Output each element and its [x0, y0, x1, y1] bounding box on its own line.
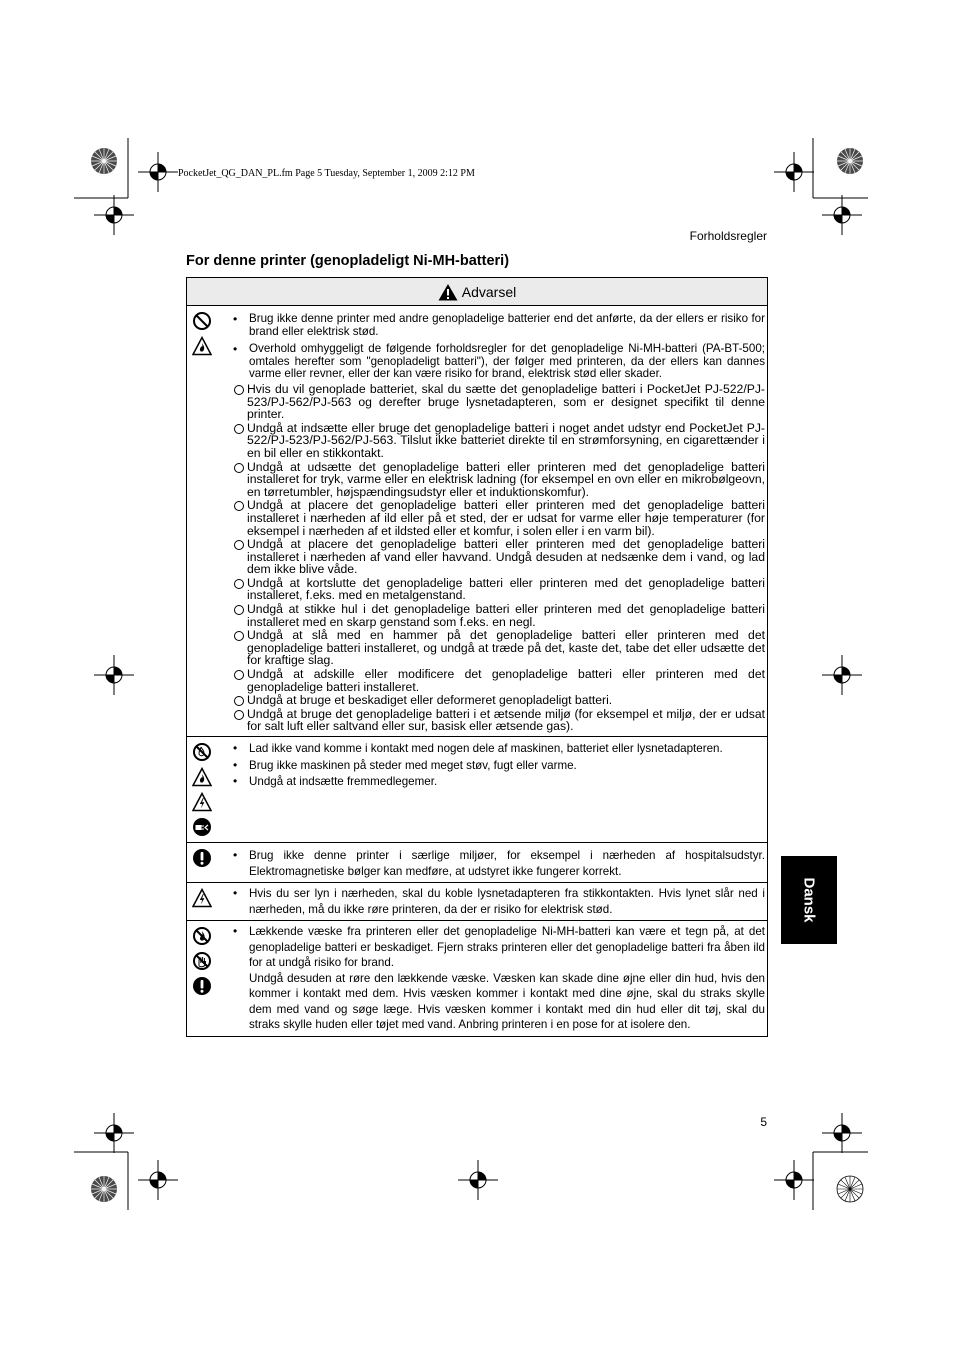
sub-item: Undgå at placere det genopladelige batteri eller printeren med det genopladelige batteri installeret i nærheden af ild eller på et sted, der er udsat for varme eller høje temperaturer (for eksempel i nærheden af et ildsted eller et komfur, i solen eller i en varm bil).	[233, 499, 765, 537]
electric-shock-icon	[192, 888, 212, 908]
star-target-bottom-right	[830, 1169, 870, 1209]
warning-header	[187, 278, 767, 306]
sub-item: Undgå at kortslutte det genopladelige batteri eller printeren med det genopladelige batteri installeret, f.eks. med en metalgenstand.	[233, 577, 765, 602]
bullet-item: • Overhold omhyggeligt de følgende forholdsregler for det genopladelige Ni-MH-batteri (PA-BT-500; omtales herefter som "genopladeligt batteri"), der følger med printeren, da der ellers kan dannes varme eller revner, eller der kan være risiko for brand, elektrisk stød eller skader.	[233, 343, 765, 381]
sub-item: Undgå at adskille eller modificere det genopladelige batteri eller printeren med det genopladelige batteri installeret.	[233, 668, 765, 693]
registration-mark	[138, 152, 178, 192]
row-content	[217, 843, 767, 882]
sub-item: Undgå at bruge et beskadiget eller deformeret genopladeligt batteri.	[233, 694, 765, 707]
row-content	[217, 883, 767, 920]
bullet-item: • Lækkende væske fra printeren eller det genopladelige Ni-MH-batteri kan være et tegn på, at det genopladelige batteri er beskadiget. Fjern straks printeren eller det genopladelige batteri fra åben ild for at undgå risiko for brand.	[233, 924, 765, 971]
sub-item: Undgå at udsætte det genopladelige batteri eller printeren med det genopladelige batteri installeret for tryk, varme eller en elektrisk ladning (for eksempel en ovn eller en mikrobølgeovn, en tørretumbler, højspændingsudstyr eller et induktionskomfur).	[233, 461, 765, 499]
language-tab	[781, 856, 837, 944]
warning-row	[187, 842, 767, 882]
registration-mark	[774, 152, 814, 192]
bullet-item: • Brug ikke denne printer i særlige miljøer, for eksempel i nærheden af hospitalsudstyr. Elektromagnetiske bølger kan medføre, at udstyret ikke fungerer korrekt.	[233, 848, 765, 879]
fire-warning-icon	[192, 767, 212, 787]
no-water-icon	[192, 742, 212, 762]
star-target-top-right	[830, 141, 870, 181]
no-touch-icon	[192, 951, 212, 971]
fire-warning-icon	[192, 336, 212, 356]
row-content	[217, 921, 767, 1036]
registration-mark	[822, 195, 862, 235]
bullet-item: • Brug ikke denne printer med andre genopladelige batterier end det anførte, da der ellers er risiko for brand eller elektrisk stød.	[233, 313, 765, 338]
running-head: Forholdsregler	[689, 229, 767, 243]
sub-item: Undgå at bruge det genopladelige batteri i et ætsende miljø (for eksempel et miljø, der er udsat for salt luft eller saltvand eller sur, basisk eller ætsende gas).	[233, 708, 765, 733]
prohibited-icon	[192, 311, 212, 331]
row-content	[217, 306, 767, 736]
sub-item: Undgå at stikke hul i det genopladelige batteri eller printeren med det genopladelige batteri installeret med en skarp genstand som f.eks. en negl.	[233, 603, 765, 628]
bullet-continuation: Undgå desuden at røre den lækkende væske. Væsken kan skade dine øjne eller din hud, hvis den kommer i kontakt med dem. Hvis væsken kommer i kontakt med dine øjne, skal du straks skylle dem med vand og søge læge. Hvis væsken kommer i kontakt med din hud eller dit tøj, skal du straks skylle huden eller tøjet med vand. Anbring printeren i en pose for at isolere den.	[249, 971, 765, 1031]
registration-mark	[458, 1160, 498, 1200]
bullet-item: • Undgå at indsætte fremmedlegemer.	[233, 774, 765, 790]
warning-row	[187, 736, 767, 842]
warning-label: Advarsel	[461, 283, 517, 300]
language-tab-label: Dansk	[800, 877, 818, 923]
sub-item: Undgå at indsætte eller bruge det genopladelige batteri i noget andet udstyr end PocketJet PJ-522/PJ-523/PJ-562/PJ-563. Tilslut ikke batteriet direkte til en strømforsyning, en cigarettænder i en bil eller en stikkontakt.	[233, 422, 765, 460]
registration-mark	[822, 1113, 862, 1153]
row-icons	[187, 883, 217, 920]
sub-item: Undgå at placere det genopladelige batteri eller printeren med det genopladelige batteri installeret i nærheden af vand eller havvand. Undgå desuden at nedsænke dem i vand, og lad dem ikke blive våde.	[233, 538, 765, 576]
row-content	[217, 737, 767, 842]
star-target-top-left	[84, 141, 124, 181]
warning-row	[187, 306, 767, 736]
sub-item: Hvis du vil genoplade batteriet, skal du sætte det genopladelige batteri i PocketJet PJ-522/PJ-523/PJ-562/PJ-563 og derefter bruge lysnetadapteren, som er designet specifikt til denne printer.	[233, 383, 765, 421]
section-title: For denne printer (genopladeligt Ni-MH-batteri)	[186, 253, 510, 269]
warning-triangle-icon	[438, 283, 458, 301]
registration-mark	[138, 1160, 178, 1200]
mandatory-icon	[192, 976, 212, 996]
warning-row	[187, 882, 767, 920]
file-info: PocketJet_QG_DAN_PL.fm Page 5 Tuesday, September 1, 2009 2:12 PM	[178, 168, 475, 179]
row-icons	[187, 921, 217, 1036]
warning-row	[187, 920, 767, 1036]
bullet-item: • Hvis du ser lyn i nærheden, skal du koble lysnetadapteren fra stikkontakten. Hvis lynet slår ned i nærheden, må du ikke røre printeren, da der er risiko for elektrisk stød.	[233, 886, 765, 917]
warning-table	[186, 277, 768, 1037]
no-fire-icon	[192, 926, 212, 946]
registration-mark	[94, 1113, 134, 1153]
row-icons	[187, 737, 217, 842]
sub-item: Undgå at slå med en hammer på det genopladelige batteri eller printeren med det genopladelige batteri installeret, og undgå at træde på det, kaste det, tabe det eller udsætte det for kraftige slag.	[233, 629, 765, 667]
row-icons	[187, 306, 217, 736]
page-number: 5	[760, 1115, 767, 1129]
registration-mark	[822, 655, 862, 695]
registration-mark	[94, 195, 134, 235]
unplug-icon	[192, 817, 212, 837]
electric-shock-icon	[192, 792, 212, 812]
row-icons	[187, 843, 217, 882]
registration-mark	[774, 1160, 814, 1200]
registration-mark	[94, 655, 134, 695]
mandatory-icon	[192, 848, 212, 868]
bullet-item: • Brug ikke maskinen på steder med meget støv, fugt eller varme.	[233, 758, 765, 774]
star-target-bottom-left	[84, 1169, 124, 1209]
bullet-item: • Lad ikke vand komme i kontakt med nogen dele af maskinen, batteriet eller lysnetadapteren.	[233, 741, 765, 757]
